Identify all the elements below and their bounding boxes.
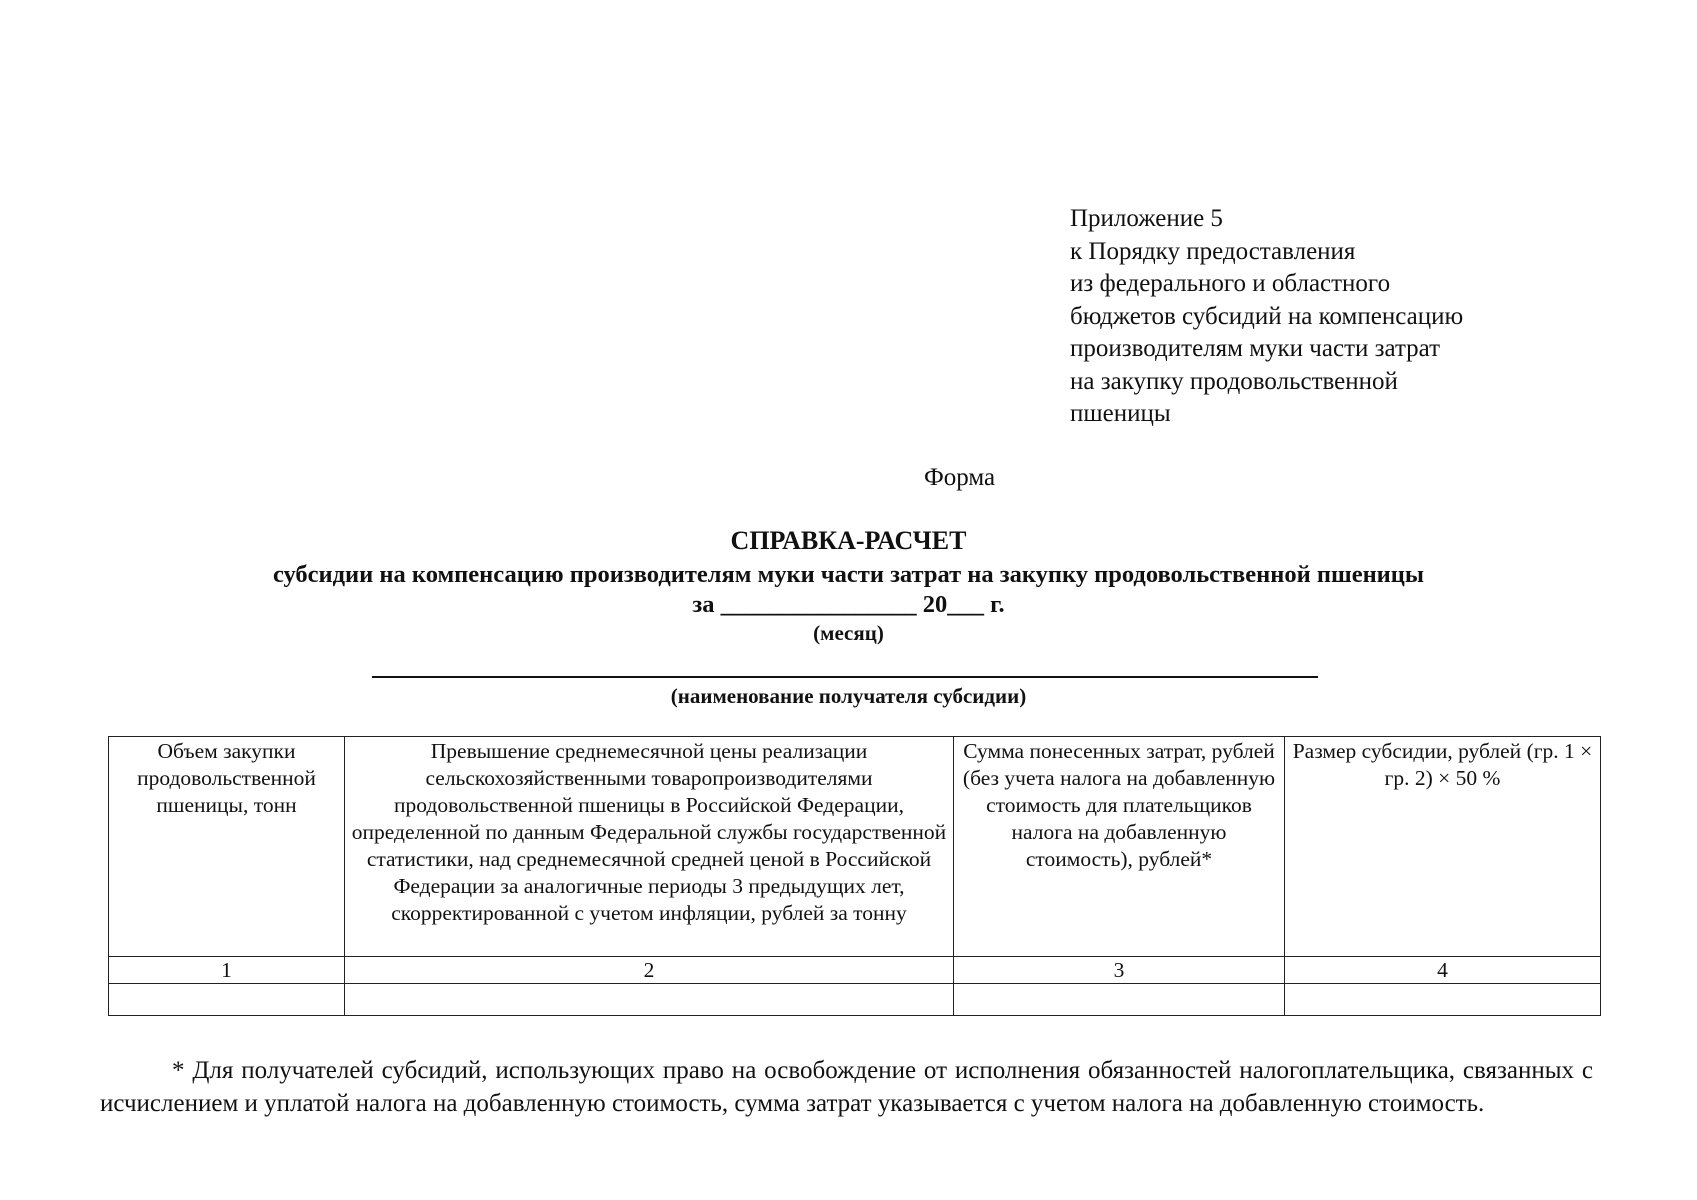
- header-cell-subsidy: Размер субсидии, рублей (гр. 1 × гр. 2) × 50 %: [1285, 737, 1601, 957]
- calculation-table: [108, 736, 1601, 1016]
- table-cell: [1285, 984, 1601, 1016]
- column-number-cell: 2: [345, 957, 954, 984]
- appendix-line: на закупку продовольственной: [1070, 367, 1398, 395]
- appendix-line: производителям муки части затрат: [1070, 335, 1441, 362]
- document-title: СПРАВКА-РАСЧЕТ: [730, 526, 967, 555]
- recipient-name-line: [372, 676, 1318, 678]
- form-label: Форма: [924, 464, 996, 491]
- appendix-line: из федерального и областного: [1070, 270, 1391, 297]
- appendix-block: [1070, 203, 1463, 431]
- table-header-row: [109, 737, 1601, 957]
- appendix-line: Приложение 5: [1070, 205, 1223, 232]
- appendix-line: пшеницы: [1070, 400, 1171, 427]
- column-number-row: [109, 957, 1601, 984]
- table-cell: [345, 984, 954, 1016]
- table-cell: [954, 984, 1285, 1016]
- appendix-line: бюджетов субсидий на компенсацию: [1070, 302, 1464, 330]
- appendix-line: к Порядку предоставления: [1070, 237, 1356, 265]
- header-cell-volume: Объем закупки продовольственной пшеницы, тонн: [109, 737, 345, 957]
- header-cell-price-excess: Превышение среднемесячной цены реализации сельскохозяйственными товаропроизводителями продовольственной пшеницы в Российской Федерации, определенной по данным Федеральной службы государственной статистики, над среднемесячной средней ценой в Российской Федерации за аналогичные периоды 3 предыдущих лет, скорректированной с учетом инфляции, рублей за тонну: [345, 737, 954, 957]
- period-line: за ________________ 20___ г.: [692, 591, 1005, 618]
- period-caption: (месяц): [813, 621, 884, 645]
- column-number-cell: 1: [109, 957, 345, 984]
- document-subtitle: субсидии на компенсацию производителям муки части затрат на закупку продовольственной пшеницы: [272, 561, 1425, 588]
- table-cell: [109, 984, 345, 1016]
- header-cell-costs: Сумма понесенных затрат, рублей (без учета налога на добавленную стоимость для плательщиков налога на добавленную стоимость), рублей*: [954, 737, 1285, 957]
- recipient-caption: (наименование получателя субсидии): [670, 684, 1027, 708]
- footnote: * Для получателей субсидий, использующих право на освобождение от исполнения обязанностей налогоплательщика, связанных с исчислением и уплатой налога на добавленную стоимость, сумма затрат указывается с учетом налога на добавленную стоимость.: [100, 1057, 1593, 1117]
- table-row: [109, 984, 1601, 1016]
- column-number-cell: 4: [1285, 957, 1601, 984]
- column-number-cell: 3: [954, 957, 1285, 984]
